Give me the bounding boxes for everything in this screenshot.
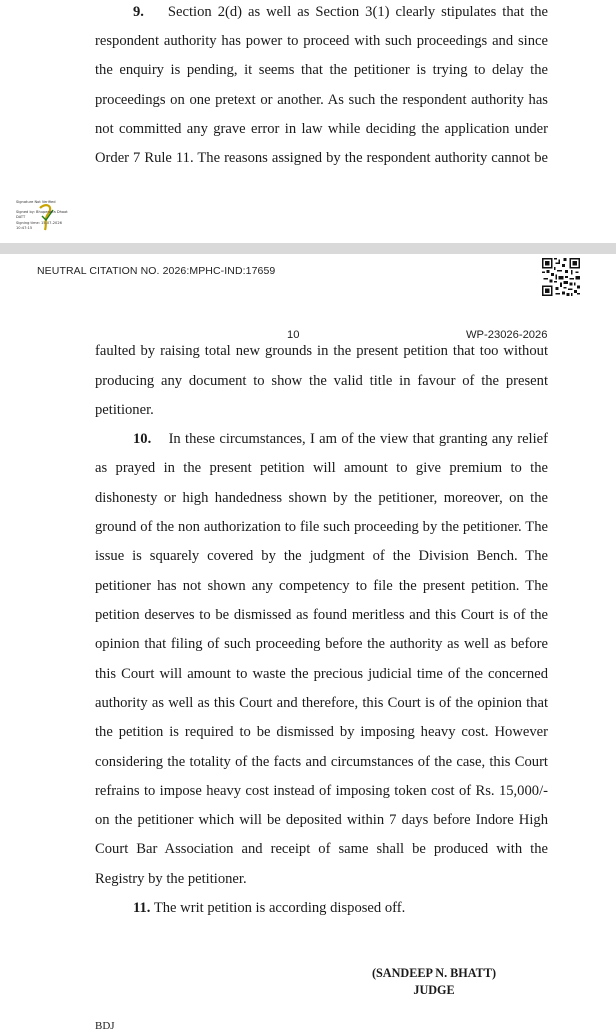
signature-clock: 10:47:15 — [16, 226, 33, 230]
digital-signature-stamp — [16, 200, 78, 234]
paragraph-line: opinion that filing of such proceeding before the authority as well as before — [95, 636, 548, 652]
judge-title: JUDGE — [413, 983, 455, 997]
paragraph-line: authority as well as this Court and therefore, this Court is of the opinion that — [95, 695, 548, 711]
case-number: WP-23026-2026 — [466, 329, 548, 341]
paragraph-line: refrains to impose heavy cost instead of imposing token cost of Rs. 15,000/- — [95, 783, 548, 799]
paragraph-line: Order 7 Rule 11. The reasons assigned by the respondent authority cannot be — [95, 150, 548, 166]
previous-page — [0, 0, 616, 243]
paragraph-line: this Court will amount to waste the precious judicial time of the concerned — [95, 666, 548, 682]
paragraph-line: on the petitioner which will be deposited within 7 days before Indore High — [95, 812, 548, 828]
paragraph-line: not committed any grave error in law while deciding the application under — [95, 121, 548, 137]
paragraph-line: considering the totality of the facts and circumstances of the case, this Court — [95, 754, 548, 770]
signature-check-icon — [36, 202, 56, 232]
paragraph-9-first-line — [133, 2, 548, 22]
paragraph-text: The writ petition is according disposed off. — [153, 900, 406, 916]
paragraph-11 — [133, 898, 548, 918]
paragraph-line: petitioner. — [95, 402, 154, 418]
paragraph-line: producing any document to show the valid title in favour of the present — [95, 373, 548, 389]
page-number: 10 — [287, 329, 300, 341]
qr-code-icon — [542, 258, 580, 296]
paragraph-line: ground of the non authorization to file such proceeding by the petitioner. The — [95, 519, 548, 535]
paragraph-line: issue is squarely covered by the judgment of the Division Bench. The — [95, 548, 548, 564]
paragraph-line: petitioner has not shown any competency to file the present petition. The — [95, 578, 548, 594]
paragraph-number: 10. — [133, 431, 152, 447]
judge-name: (SANDEEP N. BHATT) — [371, 966, 497, 980]
signature-time: Signing time: 15-07-2026 — [16, 221, 62, 225]
paragraph-line: Court Bar Association and receipt of same shall be produced with the — [95, 841, 548, 857]
signature-org: DATT — [16, 215, 26, 219]
paragraph-number: 9. — [133, 4, 144, 20]
paragraph-line: respondent authority has power to proceed with such proceedings and since — [95, 33, 548, 49]
signature-signer: Signed by: Bhupendra Dhoot — [16, 210, 68, 214]
paragraph-line: petition deserves to be dismissed as found meritless and this Court is of the — [95, 607, 548, 623]
paragraph-text: In these circumstances, I am of the view that granting any relief — [168, 431, 549, 447]
typist-initials: BDJ — [95, 1020, 115, 1032]
paragraph-line: faulted by raising total new grounds in the present petition that too without — [95, 343, 548, 359]
paragraph-text: Section 2(d) as well as Section 3(1) clearly stipulates that the — [167, 4, 548, 20]
paragraph-line: Registry by the petitioner. — [95, 871, 247, 887]
paragraph-line: the enquiry is pending, it seems that the petitioner is trying to delay the — [95, 62, 548, 78]
paragraph-line: proceedings on one pretext or another. As such the respondent authority has — [95, 92, 548, 108]
neutral-citation: NEUTRAL CITATION NO. 2026:MPHC-IND:17659 — [37, 265, 276, 277]
paragraph-line: the petition is required to be dismissed by imposing heavy cost. However — [95, 724, 548, 740]
signature-status: Signature Not Verified — [16, 200, 56, 204]
paragraph-10-first-line — [133, 429, 548, 449]
paragraph-line: as prayed in the present petition will amount to give premium to the — [95, 460, 548, 476]
paragraph-number: 11. — [133, 900, 151, 916]
paragraph-line: dishonesty or high handedness shown by the petitioner, moreover, on the — [95, 490, 548, 506]
